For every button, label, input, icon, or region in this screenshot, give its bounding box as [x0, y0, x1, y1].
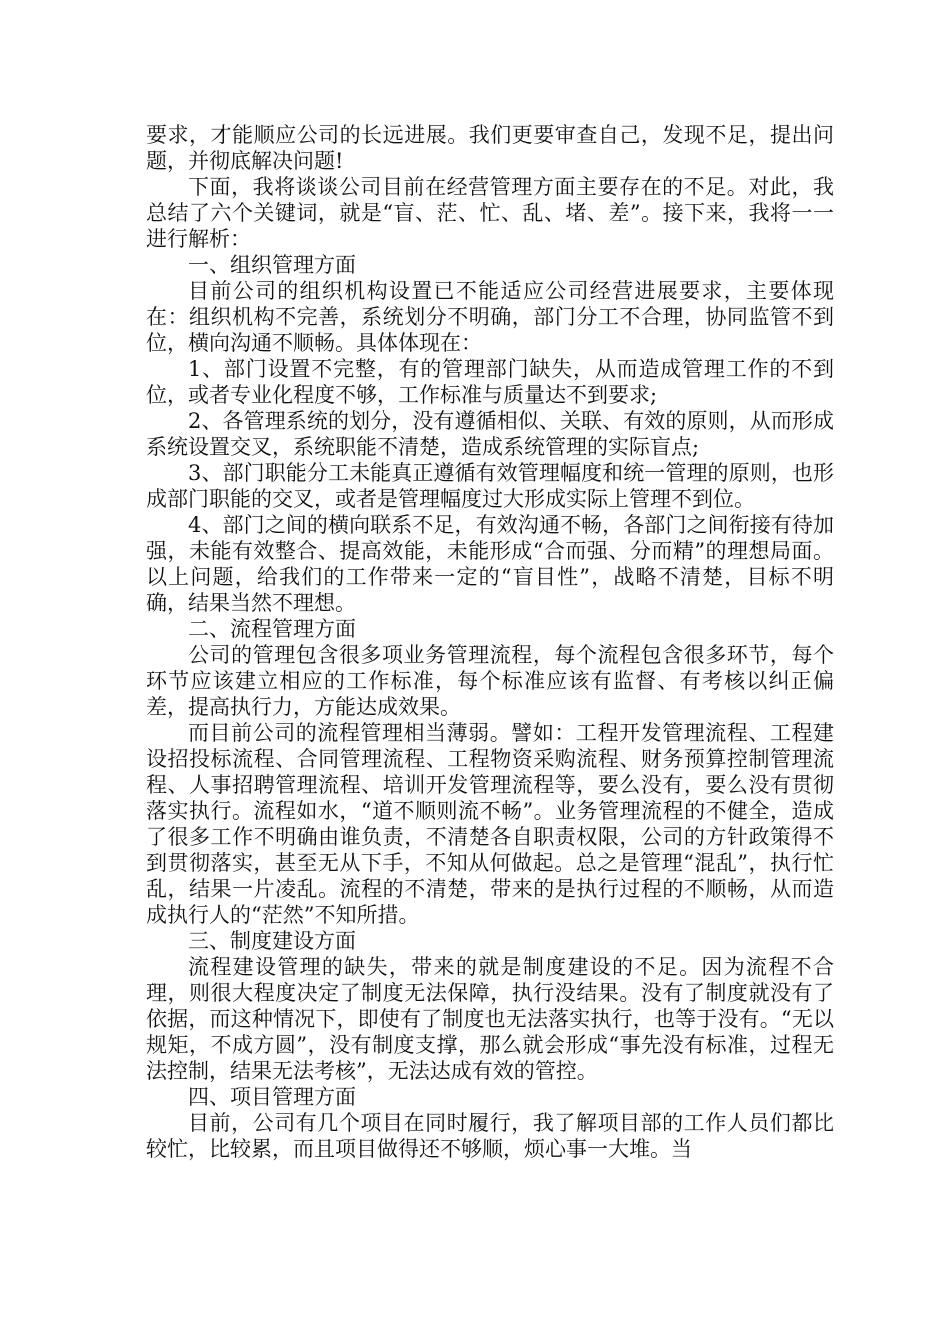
paragraph-project-detail: 目前，公司有几个项目在同时履行，我了解项目部的工作人员们都比较忙，比较累，而且项目做得还不够顺，烦心事一大堆。当: [146, 1111, 834, 1161]
paragraph-organization-item-3: 3、部门职能分工未能真正遵循有效管理幅度和统一管理的原则，也形成部门职能的交叉，或者是管理幅度过大形成实际上管理不到位。: [146, 461, 834, 511]
section-heading-organization: 一、组织管理方面: [188, 253, 356, 277]
paragraph-intro: 下面，我将谈谈公司目前在经营管理方面主要存在的不足。对此，我总结了六个关键词，就是“盲、茫、忙、乱、堵、差”。接下来，我将一一进行解析：: [146, 175, 834, 251]
paragraph-organization-summary: 目前公司的组织机构设置已不能适应公司经营进展要求，主要体现在：组织机构不完善，系统划分不明确，部门分工不合理，协同监管不到位，横向沟通不顺畅。具体体现在：: [146, 279, 834, 355]
paragraph-process-intro: 公司的管理包含很多项业务管理流程，每个流程包含很多环节，每个环节应该建立相应的工作标准，每个标准应该有监督、有考核以纠正偏差，提高执行力，方能达成效果。: [146, 643, 834, 719]
paragraph-organization-item-4: 4、部门之间的横向联系不足，有效沟通不畅，各部门之间衔接有待加强，未能有效整合、提高效能，未能形成“合而强、分而精”的理想局面。以上问题，给我们的工作带来一定的“盲目性”，战略不清楚，目标不明确，结果当然不理想。: [146, 513, 834, 615]
paragraph-process-detail: 而目前公司的流程管理相当薄弱。譬如：工程开发管理流程、工程建设招投标流程、合同管理流程、工程物资采购流程、财务预算控制管理流程、人事招聘管理流程、培训开发管理流程等，要么没有，要么没有贯彻落实执行。流程如水，“道不顺则流不畅”。业务管理流程的不健全，造成了很多工作不明确由谁负责，不清楚各自职责权限，公司的方针政策得不到贯彻落实，甚至无从下手，不知从何做起。总之是管理“混乱”，执行忙乱，结果一片凌乱。流程的不清楚，带来的是执行过程的不顺畅，从而造成执行人的“茫然”不知所措。: [146, 721, 834, 927]
paragraph-organization-item-1: 1、部门设置不完整，有的管理部门缺失，从而造成管理工作的不到位，或者专业化程度不够，工作标准与质量达不到要求;: [146, 357, 834, 407]
document-body: [146, 122, 834, 1162]
section-heading-system: 三、制度建设方面: [188, 929, 356, 953]
paragraph-organization-item-2: 2、各管理系统的划分，没有遵循相似、关联、有效的原则，从而形成系统设置交叉，系统职能不清楚，造成系统管理的实际盲点;: [146, 409, 834, 459]
paragraph-system-detail: 流程建设管理的缺失，带来的就是制度建设的不足。因为流程不合理，则很大程度决定了制度无法保障，执行没结果。没有了制度就没有了依据，而这种情况下，即使有了制度也无法落实执行，也等于没有。“无以规矩，不成方圆”，没有制度支撑，那么就会形成“事先没有标准，过程无法控制，结果无法考核”，无法达成有效的管控。: [146, 955, 834, 1083]
paragraph-continuation: 要求，才能顺应公司的长远进展。我们更要审查自己，发现不足，提出问题，并彻底解决问题!: [146, 123, 834, 173]
section-heading-process: 二、流程管理方面: [188, 617, 356, 641]
section-heading-project: 四、项目管理方面: [188, 1085, 356, 1109]
